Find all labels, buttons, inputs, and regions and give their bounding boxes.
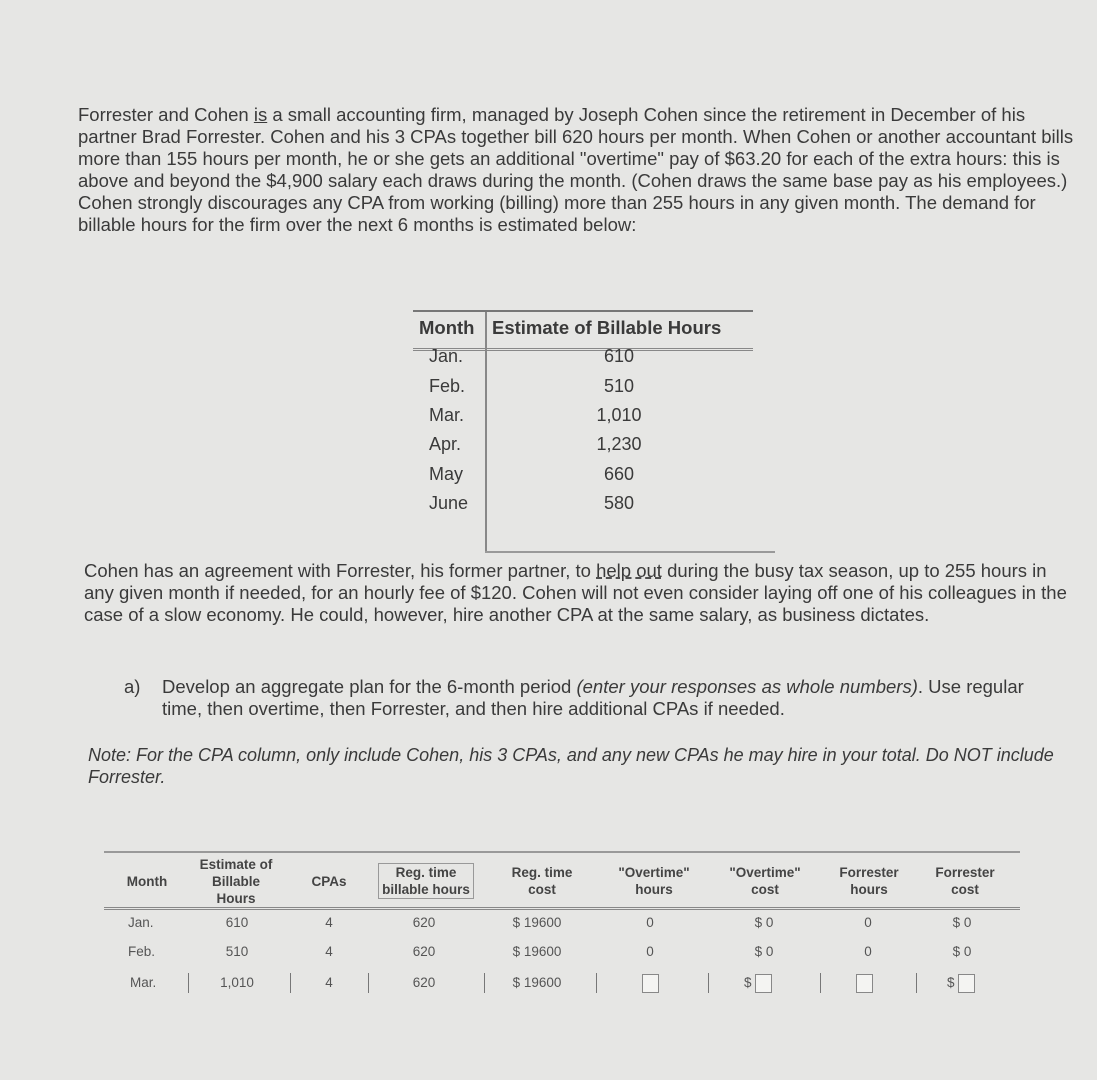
question-text-2: . Use regular time, then overtime, then Forrester, and then hire additional CPAs if needed. xyxy=(162,676,1024,719)
question-text xyxy=(162,676,1067,720)
col-header-estimate: Estimate of Billable Hours xyxy=(199,856,273,906)
cell-ot-hours[interactable]: 0 xyxy=(646,944,654,959)
cell-reg-cost[interactable]: $ 19600 xyxy=(512,944,562,959)
cell-estimate: 510 xyxy=(225,944,249,959)
cell-ot-cost[interactable]: $ 0 xyxy=(754,944,774,959)
note-text: Note: For the CPA column, only include Cohen, his 3 CPAs, and any new CPAs he may hire in your total. Do NOT include Forrester. xyxy=(88,745,1054,787)
cell-forrester-hours[interactable]: 0 xyxy=(864,915,872,930)
col-header-forrester-cost: Forrester cost xyxy=(935,865,995,897)
question-a xyxy=(124,676,1074,720)
intro-text-1: Forrester and Cohen xyxy=(78,104,254,125)
ot-cost-input[interactable] xyxy=(755,974,772,993)
cell-separator xyxy=(596,973,597,993)
cell-month: Mar. xyxy=(130,975,157,990)
help-out-link[interactable]: help out xyxy=(596,560,662,581)
cell-separator xyxy=(820,973,821,993)
cell-separator xyxy=(916,973,917,993)
cell-separator xyxy=(290,973,291,993)
table-row xyxy=(413,376,753,405)
cell-cpas[interactable]: 4 xyxy=(325,975,333,990)
col-header-forrester-hours: Forrester hours xyxy=(839,865,899,897)
cell-forrester-cost[interactable]: $ 0 xyxy=(952,915,972,930)
table-row xyxy=(413,464,753,493)
table-row xyxy=(104,908,1020,938)
cell-separator xyxy=(368,973,369,993)
row-hours: 610 xyxy=(603,346,635,366)
table-row xyxy=(104,968,1020,998)
intro-text-underlined: is xyxy=(253,104,268,125)
cell-reg-cost[interactable]: $ 19600 xyxy=(512,975,562,990)
header-estimate: Estimate of Billable Hours xyxy=(492,317,722,338)
cell-ot-hours[interactable]: 0 xyxy=(646,915,654,930)
intro-paragraph xyxy=(78,104,1083,236)
forrester-cost-input[interactable] xyxy=(958,974,975,993)
row-month: June xyxy=(429,493,469,513)
agreement-text-2: during the busy tax season, up to 255 hours in any given month if needed, for an hourly fee of $120. Cohen will not even consider laying off one of his colleagues in the case of a slow economy. He could, however, hire another CPA at the same salary, as business dictates. xyxy=(84,560,1067,625)
cell-forrester-cost[interactable]: $ 0 xyxy=(952,944,972,959)
cell-reg-hours[interactable]: 620 xyxy=(412,915,436,930)
col-header-ot-cost: "Overtime" cost xyxy=(729,865,801,897)
cell-estimate: 1,010 xyxy=(220,975,254,990)
plan-table xyxy=(104,848,1020,998)
cell-reg-cost[interactable]: $ 19600 xyxy=(512,915,562,930)
intro-text-2: a small accounting firm, managed by Joseph Cohen since the retirement in December of his partner Brad Forrester. Cohen and his 3 CPAs together bill 620 hours per month. When Cohen or another accountant bills more than 155 hours per month, he or she gets an additional "overtime" pay of $63.20 for each of the extra hours: this is above and beyond the $4,900 salary each draws during the month. (Cohen draws the same base pay as his employees.) Cohen strongly discourages any CPA from working (billing) more than 255 hours in any given month. The demand for billable hours for the firm over the next 6 months is estimated below: xyxy=(78,104,1074,235)
header-top-rule xyxy=(104,851,1020,853)
cell-separator xyxy=(484,973,485,993)
forrester-hours-input[interactable] xyxy=(856,974,873,993)
estimate-table-header xyxy=(413,310,753,351)
row-month: Feb. xyxy=(429,376,466,396)
row-hours: 1,010 xyxy=(596,405,642,425)
cell-separator xyxy=(708,973,709,993)
agreement-text-1: Cohen has an agreement with Forrester, his former partner, to xyxy=(84,560,597,581)
cell-cpas[interactable]: 4 xyxy=(325,944,333,959)
table-row xyxy=(104,937,1020,967)
cell-month: Feb. xyxy=(128,944,156,959)
cell-ot-cost[interactable]: $ 0 xyxy=(754,915,774,930)
ot-hours-input[interactable] xyxy=(642,974,659,993)
cell-reg-hours[interactable]: 620 xyxy=(412,944,436,959)
table-row xyxy=(413,405,753,434)
cell-cpas[interactable]: 4 xyxy=(325,915,333,930)
row-month: Apr. xyxy=(429,434,462,454)
cell-forrester-hours[interactable]: 0 xyxy=(864,944,872,959)
row-month: Mar. xyxy=(429,405,465,425)
header-month: Month xyxy=(419,317,475,338)
cell-separator xyxy=(188,973,189,993)
question-text-1: Develop an aggregate plan for the 6-month period xyxy=(162,676,577,697)
table-row xyxy=(413,434,753,463)
row-hours: 1,230 xyxy=(596,434,642,454)
col-header-month: Month xyxy=(126,873,168,889)
cell-estimate: 610 xyxy=(225,915,249,930)
cell-month: Jan. xyxy=(128,915,154,930)
row-hours: 660 xyxy=(603,464,635,484)
question-label: a) xyxy=(124,676,141,697)
dollar-sign: $ xyxy=(947,975,955,990)
agreement-paragraph xyxy=(84,560,1074,626)
col-header-ot-hours: "Overtime" hours xyxy=(618,865,690,897)
col-header-reg-cost: Reg. time cost xyxy=(511,865,573,897)
col-header-cpas: CPAs xyxy=(311,873,347,889)
col-header-reg-hours: Reg. time billable hours xyxy=(366,856,486,906)
row-hours: 580 xyxy=(603,493,635,513)
cell-reg-hours[interactable]: 620 xyxy=(412,975,436,990)
question-text-italic: (enter your responses as whole numbers) xyxy=(576,676,918,697)
row-hours: 510 xyxy=(603,376,635,396)
row-month: Jan. xyxy=(429,346,464,366)
table-bottom-rule xyxy=(485,551,775,553)
table-row xyxy=(413,346,753,375)
row-month: May xyxy=(429,464,464,484)
estimate-table xyxy=(413,310,753,553)
table-row xyxy=(413,493,753,522)
dollar-sign: $ xyxy=(744,975,752,990)
